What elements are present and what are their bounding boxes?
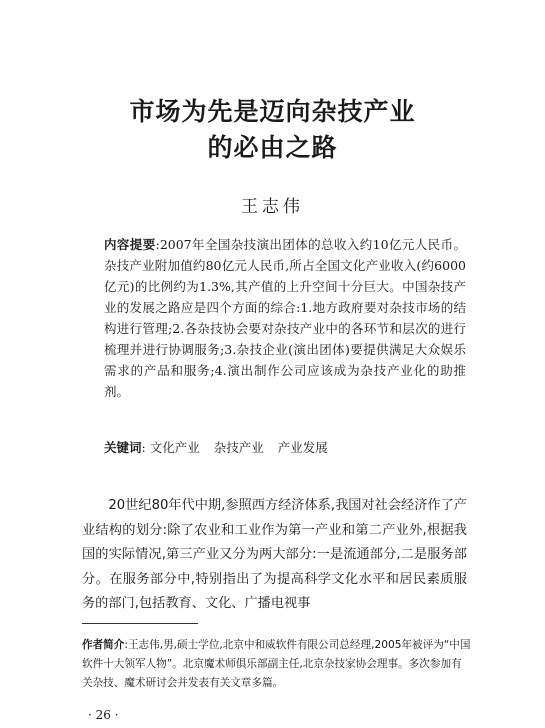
page-number: · 26 · xyxy=(88,708,119,722)
keywords xyxy=(104,437,466,458)
keyword-item: 杂技产业 xyxy=(213,440,264,455)
author-footnote xyxy=(82,636,472,693)
article-title-line-2: 的必由之路 xyxy=(207,133,338,162)
abstract-text: :2007年全国杂技演出团体的总收入约10亿元人民币。杂技产业附加值约80亿元人民币,所占全国文化产业收入(约6000亿元)的比例约为1.3%,其产值的上升空间十分巨大。中国杂技产业的发展之路应是四个方面的综合:1.地方政府要对杂技市场的结构进行管理;2.各杂技协会要对杂技产业中的各环节和层次的进行梳理并进行协调服务;3.杂技企业(演出团体)要提供满足大众娱乐需求的产品和服务;4.演出制作公司应该成为杂技产业化的助推剂。 xyxy=(104,237,466,399)
keywords-colon: : xyxy=(141,440,146,455)
author-name: 王志伟 xyxy=(241,197,304,217)
keyword-item: 产业发展 xyxy=(277,440,328,455)
abstract xyxy=(104,234,466,402)
article-title-line-1: 市场为先是迈向杂技产业 xyxy=(129,97,416,126)
abstract-label: 内容提要 xyxy=(104,237,156,252)
footnote-divider xyxy=(82,623,198,624)
footnote-text: :王志伟,男,硕士学位,北京中和威软件有限公司总经理,2005年被评为“中国软件十大领军人物”。北京魔术师俱乐部副主任,北京杂技家协会理事。多次参加有关杂技、魔术研讨会并发表有关文章多篇。 xyxy=(82,639,471,689)
body-paragraph: 20世纪80年代中期,参照西方经济体系,我国对社会经济作了产业结构的划分:除了农业和工业作为第一产业和第二产业外,根据我国的实际情况,第三产业又分为两大部分:一是流通部分,二是服务部分。在服务部分中,特别指出了为提高科学文化水平和居民素质服务的部门,包括教育、文化、广播电视事 xyxy=(82,498,467,611)
keywords-label: 关键词 xyxy=(104,440,142,455)
footnote-label: 作者简介 xyxy=(82,639,125,651)
keyword-item: 文化产业 xyxy=(149,440,200,455)
